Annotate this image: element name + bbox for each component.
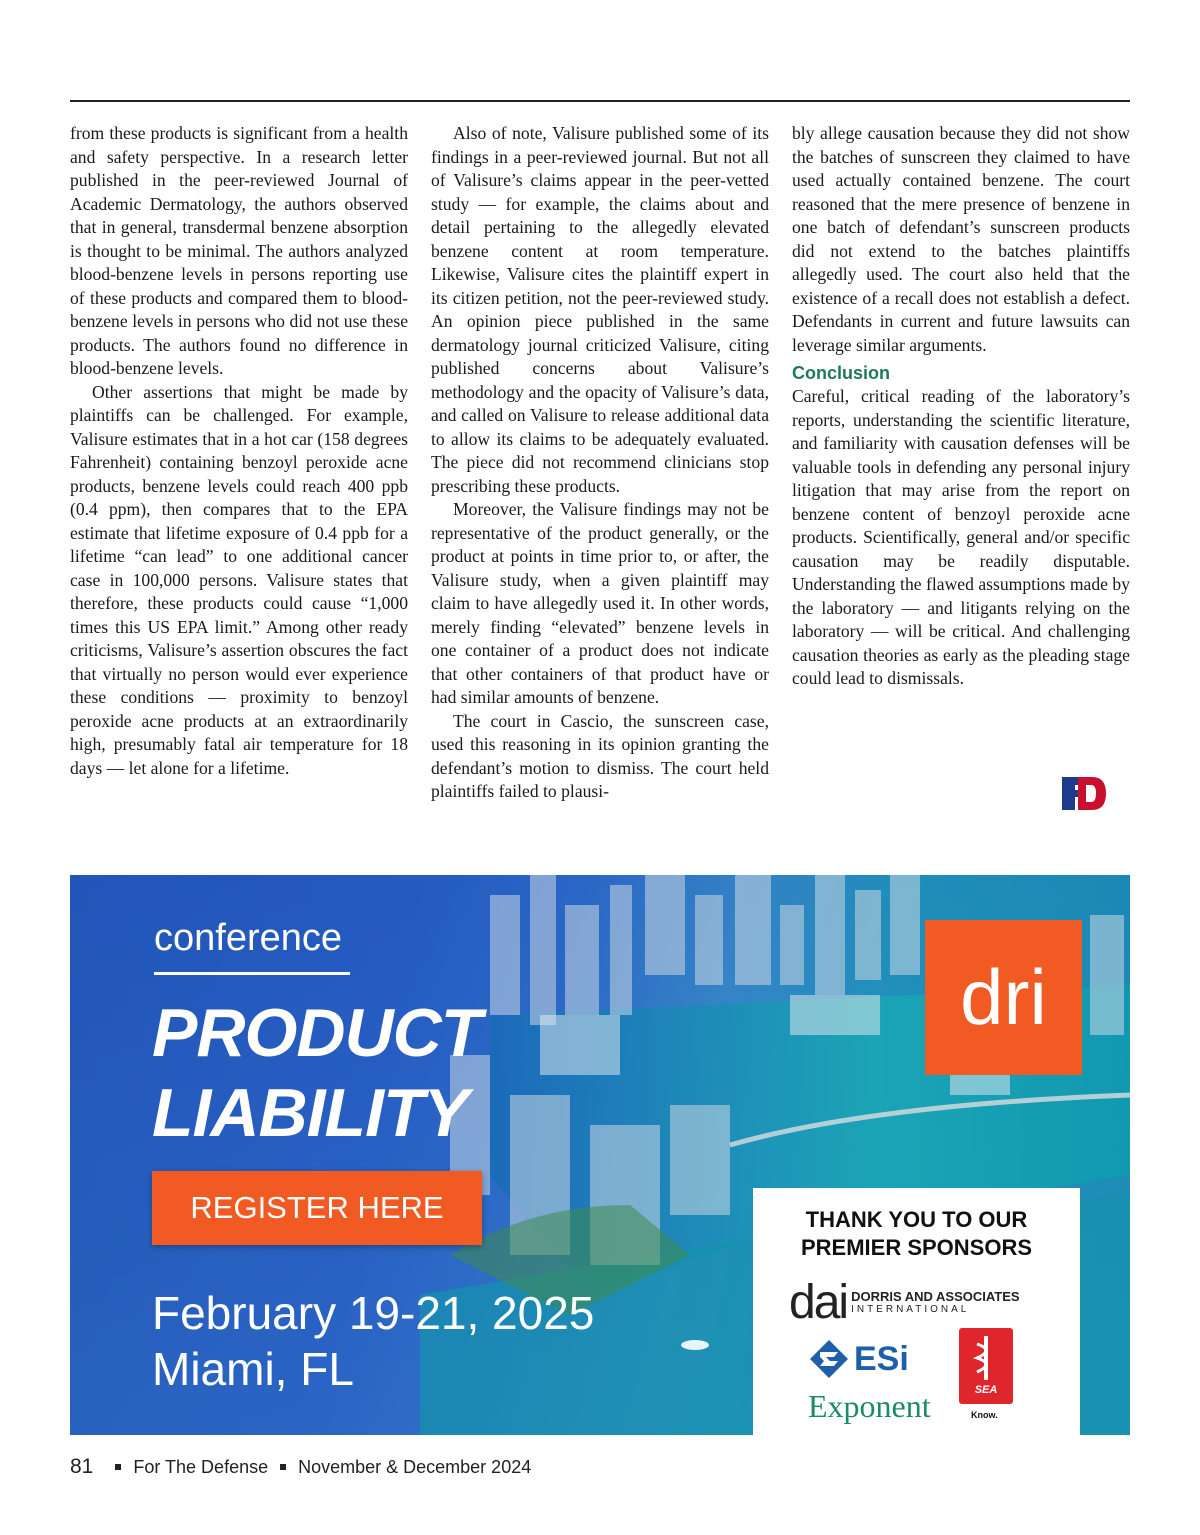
page-number: 81 xyxy=(70,1455,94,1478)
sponsors-heading-line: THANK YOU TO OUR xyxy=(805,1207,1028,1232)
conference-ad[interactable] xyxy=(70,875,1130,1435)
sponsor-box xyxy=(753,1188,1080,1435)
paragraph: Moreover, the Valisure findings may not be representative of the product generally, or the product at points in time prior to, or after, the Valisure study, when a given plaintiff may claim to have allegedly used it. In other words, merely finding “elevated” benzene levels in one container of a product does not indicate that other containers of that product have or had similar amounts of benzene. xyxy=(431,499,769,707)
ad-title-line: LIABILITY xyxy=(152,1075,468,1151)
sea-caduceus-icon xyxy=(959,1328,1013,1404)
sponsors-heading xyxy=(753,1206,1080,1262)
sponsor-dai-logo[interactable] xyxy=(789,1276,1020,1329)
article-column-2 xyxy=(431,122,769,804)
issue-date: November & December 2024 xyxy=(298,1456,532,1477)
article-column-1 xyxy=(70,122,408,780)
sponsor-exponent-logo[interactable]: Exponent xyxy=(808,1388,931,1424)
ad-title xyxy=(152,993,481,1153)
ad-kicker-underline xyxy=(154,972,350,975)
dai-sub: INTERNATIONAL xyxy=(851,1304,970,1315)
esi-mark-icon xyxy=(808,1338,850,1380)
ad-date: February 19-21, 2025 xyxy=(152,1287,595,1339)
top-rule xyxy=(70,100,1130,102)
paragraph: Also of note, Valisure published some of its findings in a peer-reviewed journal. But not all of Valisure’s claims appear in the peer-vetted study — for example, the claims about and detail pertaining to the allegedly elevated benzene content at room temperature. Likewise, Valisure cites the plaintiff expert in its citizen petition, not the peer-reviewed study. An opinion piece published in the same dermatology journal criticized Valisure, citing published concerns about Valisure’s methodology and the opacity of Valisure’s data, and called on Valisure to release additional data to allow its claims to be adequately evaluated. The piece did not recommend clinicians stop prescribing these products. xyxy=(431,123,769,496)
fd-end-logo-icon xyxy=(1062,777,1106,810)
ad-date-location xyxy=(152,1285,594,1397)
page-footer xyxy=(70,1455,531,1479)
section-heading: Conclusion xyxy=(792,363,890,383)
footer-separator xyxy=(115,1464,121,1470)
dai-mark: dai xyxy=(789,1276,848,1329)
paragraph: Careful, critical reading of the laboratory’s reports, understanding the scientific literature, and familiarity with causation defenses will be valuable tools in defending any personal injury litigation that may arise from the report on benzene content of benzoyl peroxide acne products. Scientifically, general and/or specific causation may be readily disputable. Understanding the flawed assumptions made by the laboratory — and litigants relying on the laboratory — will be critical. And challenging causation theories as early as the pleading stage could lead to dismissals. xyxy=(792,386,1130,688)
footer-separator xyxy=(280,1464,286,1470)
sea-tagline: Know. xyxy=(971,1410,998,1420)
sponsor-sea-logo[interactable] xyxy=(959,1328,1013,1404)
ad-title-line: PRODUCT xyxy=(152,995,482,1071)
ad-location: Miami, FL xyxy=(152,1343,354,1395)
sea-label: SEA xyxy=(974,1384,998,1396)
publication-name: For The Defense xyxy=(133,1456,269,1477)
dai-name: DORRIS AND ASSOCIATES xyxy=(851,1289,1020,1304)
dai-text xyxy=(851,1290,1020,1316)
ad-kicker: conference xyxy=(154,917,343,959)
register-button[interactable]: REGISTER HERE xyxy=(152,1171,482,1245)
esi-word: ESi xyxy=(854,1339,909,1378)
paragraph: The court in Cascio, the sunscreen case, used this reasoning in its opinion granting the defendant’s motion to dismiss. The court held plaintiffs failed to plausi- xyxy=(431,710,769,801)
article-column-3 xyxy=(792,122,1130,691)
paragraph: from these products is significant from a health and safety perspective. In a research letter published in the peer-reviewed Journal of Academic Dermatology, the authors observed that in general, transdermal benzene absorption is thought to be minimal. The authors analyzed blood-benzene levels in persons reporting use of these products and compared them to blood-benzene levels in persons who did not use these products. The authors found no difference in blood-benzene levels. xyxy=(70,123,408,378)
paragraph: Other assertions that might be made by plaintiffs can be challenged. For example, Valisure estimates that in a hot car (158 degrees Fahrenheit) containing benzoyl peroxide acne products, benzene levels could reach 400 ppb (0.4 ppm), then compares that to the EPA estimate that lifetime exposure of 0.4 ppb for a lifetime “can lead” to one additional cancer case in 100,000 persons. Valisure states that therefore, these products could cause “1,000 times this US EPA limit.” Among other ready criticisms, Valisure’s assertion obscures the fact that virtually no person would ever experience these conditions — proximity to benzoyl peroxide acne products at an extraordinarily high, presumably fatal air temperature for 18 days — let alone for a lifetime. xyxy=(70,381,408,778)
dri-logo: dri xyxy=(925,920,1082,1075)
sponsor-esi-logo[interactable] xyxy=(808,1338,909,1380)
sponsors-heading-line: PREMIER SPONSORS xyxy=(800,1235,1033,1260)
paragraph: bly allege causation because they did not show the batches of sunscreen they claimed to have used actually contained benzene. The court reasoned that the mere presence of benzene in one batch of defendant’s sunscreen products did not extend to the batches plaintiffs allegedly used. The court also held that the existence of a recall does not establish a defect. Defendants in current and future lawsuits can leverage similar arguments. xyxy=(792,123,1130,355)
